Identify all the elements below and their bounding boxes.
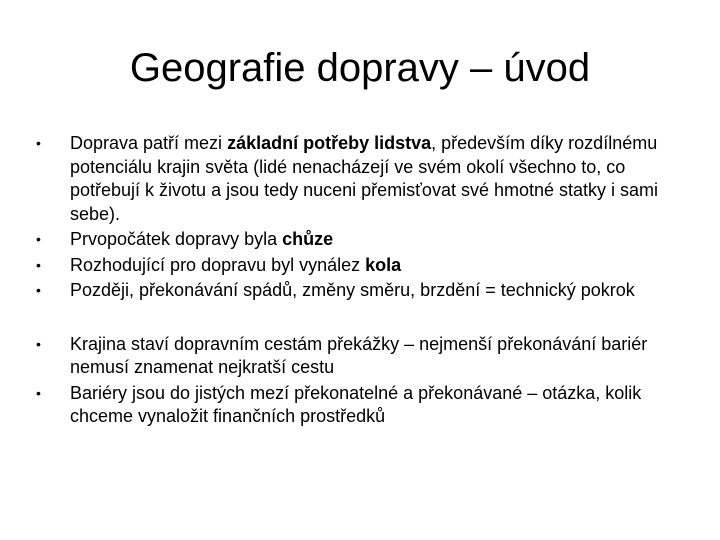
bullet-icon: • bbox=[36, 282, 41, 298]
bullet-text: Prvopočátek dopravy byla bbox=[70, 229, 283, 249]
slide-content bbox=[36, 132, 686, 431]
bullet-icon: • bbox=[36, 231, 41, 247]
bullet-list-secondary bbox=[36, 333, 686, 429]
bullet-item bbox=[36, 333, 686, 380]
bullet-icon: • bbox=[36, 384, 41, 401]
bullet-item bbox=[36, 279, 686, 303]
bullet-item bbox=[36, 132, 686, 226]
bullet-bold-text: chůze bbox=[282, 229, 334, 249]
bullet-list-main bbox=[36, 132, 686, 303]
bullet-item bbox=[36, 382, 686, 429]
bullet-text: Doprava patří mezi bbox=[70, 133, 228, 153]
bullet-text: , především díky rozdílnému potenciálu krajin světa (lidé nenacházejí ve svém okolí všechno to, co potřebují k životu a jsou tedy nuceni přemisťovat své hmotné statky i sami sebe). bbox=[70, 133, 659, 224]
bullet-text: Krajina staví dopravním cestám překážky – nejmenší překonávání bariér nemusí znamenat nejkratší cestu bbox=[70, 333, 648, 377]
bullet-bold-text: základní potřeby lidstva bbox=[227, 133, 432, 153]
bullet-icon: • bbox=[36, 335, 41, 352]
bullet-bold-text: kola bbox=[365, 254, 402, 275]
bullet-item bbox=[36, 228, 686, 252]
bullet-icon: • bbox=[36, 256, 41, 273]
bullet-text: Později, překonávání spádů, změny směru, brzdění = technický pokrok bbox=[70, 280, 635, 300]
slide-title: Geografie dopravy – úvod bbox=[129, 46, 591, 90]
bullet-item bbox=[36, 254, 686, 278]
bullet-icon: • bbox=[36, 135, 41, 151]
bullet-text: Rozhodující pro dopravu byl vynález bbox=[70, 254, 366, 275]
bullet-text: Bariéry jsou do jistých mezí překonatelné a překonávané – otázka, kolik chceme vynaložit finančních prostředků bbox=[70, 382, 642, 426]
